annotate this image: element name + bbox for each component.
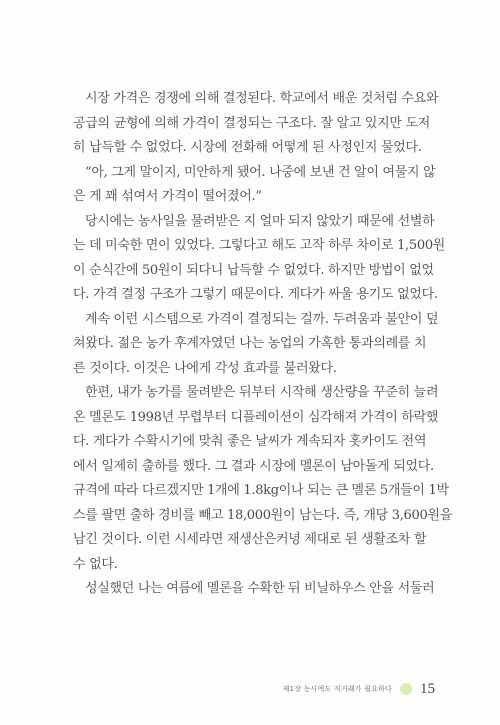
text-line: 시장 가격은 경쟁에 의해 결정된다. 학교에서 배운 것처럼 수요와 xyxy=(85,91,439,106)
text-line: 스를 팔면 출하 경비를 빼고 18,000원이 남는다. 즉, 개당 3,600원을 xyxy=(73,507,452,523)
text-line: 규격에 따라 다르겠지만 1개에 1.8kg이나 되는 큰 멜론 5개들이 1박 xyxy=(73,483,449,498)
text-line: 당시에는 농사일을 물려받은 지 얼마 되지 않았기 때문에 선별하 xyxy=(85,213,435,229)
text-line: “아, 그게 말이지, 미안하게 됐어. 나중에 보낸 건 알이 여물지 않 xyxy=(85,164,436,180)
text-line: 다. 게다가 수확시기에 맞춰 좋은 날씨가 계속되자 홋카이도 전역 xyxy=(73,434,427,449)
text-line: 성실했던 나는 여름에 멜론을 수확한 뒤 비닐하우스 안을 서둘러 xyxy=(85,581,435,596)
text-line: 은 게 꽤 섞여서 가격이 떨어졌어.” xyxy=(73,189,262,204)
text-line: 다. 가격 결정 구조가 그렇기 때문이다. 게다가 싸울 용기도 없었다. xyxy=(73,287,438,302)
body-text xyxy=(73,87,452,602)
text-line: 는 데 미숙한 면이 있었다. 그렇다고 해도 고작 하루 차이로 1,500원 xyxy=(73,238,446,253)
text-line: 한편, 내가 농가를 물려받은 뒤부터 시작해 생산량을 꾸준히 늘려 xyxy=(85,385,439,400)
decorative-dot-icon xyxy=(400,683,412,695)
text-line: 히 납득할 수 없었다. 시장에 전화해 어떻게 된 사정인지 물었다. xyxy=(73,140,422,155)
page-number: 15 xyxy=(420,680,435,697)
chapter-title: 제1장 농사에도 직거래가 필요하다 xyxy=(282,685,392,693)
text-line: 수 없다. xyxy=(73,556,118,572)
page-footer xyxy=(283,681,435,697)
text-line: 계속 이런 시스템으로 가격이 결정되는 걸까. 두려움과 불안이 덮 xyxy=(85,311,439,327)
text-line: 온 멜론도 1998년 무렵부터 디플레이션이 심각해져 가격이 하락했 xyxy=(73,409,439,425)
text-line: 이 순식간에 50원이 되다니 납득할 수 없었다. 하지만 방법이 없었 xyxy=(73,262,434,278)
text-line: 른 것이다. 이것은 나에게 각성 효과를 불러왔다. xyxy=(73,360,337,376)
text-line: 공급의 균형에 의해 가격이 결정되는 구조다. 잘 알고 있지만 도저 xyxy=(73,115,431,131)
text-line: 남긴 것이다. 이런 시세라면 재생산은커녕 제대로 된 생활조차 할 xyxy=(73,532,427,547)
text-line: 에서 일제히 출하를 했다. 그 결과 시장에 멜론이 남아돌게 되었다. xyxy=(73,458,434,474)
text-line: 쳐왔다. 젊은 농가 후계자였던 나는 농업의 가혹한 통과의례를 치 xyxy=(73,336,427,351)
